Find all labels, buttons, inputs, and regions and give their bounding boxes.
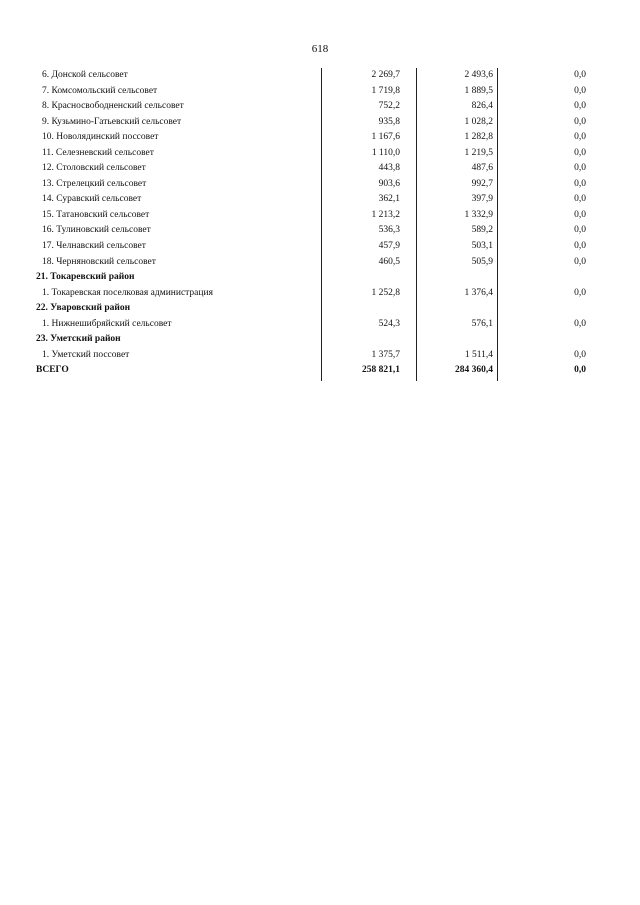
- row-value-v3: 0,0: [574, 147, 586, 158]
- row-value-v2: 284 360,4: [455, 365, 493, 376]
- row-value-v3: 0,0: [574, 225, 586, 236]
- table-row: [36, 68, 588, 84]
- row-name: 17. Челнавский сельсовет: [42, 241, 146, 252]
- row-name: 21. Токаревский район: [36, 272, 135, 283]
- row-value-v3: 0,0: [574, 209, 586, 220]
- row-name: 22. Уваровский район: [36, 303, 131, 314]
- row-name: 11. Селезневский сельсовет: [42, 147, 154, 158]
- row-name: 9. Кузьмино-Гатьевский сельсовет: [42, 116, 182, 127]
- row-value-v1: 457,9: [378, 241, 400, 252]
- table-row: [36, 99, 588, 115]
- table-row: [36, 146, 588, 162]
- budget-table: [36, 68, 588, 379]
- row-value-v1: 536,3: [378, 225, 400, 236]
- row-value-v2: 2 493,6: [464, 70, 493, 80]
- row-value-v2: 1 376,4: [464, 287, 493, 298]
- row-value-v3: 0,0: [574, 349, 586, 360]
- table-section-header: [36, 301, 588, 317]
- row-value-v2: 1 028,2: [464, 116, 493, 127]
- row-value-v1: 935,8: [378, 116, 400, 127]
- table-row: [36, 192, 588, 208]
- row-name: 23. Уметский район: [36, 334, 121, 345]
- page-number: 618: [311, 43, 329, 55]
- row-value-v1: 443,8: [378, 163, 400, 174]
- row-value-v2: 589,2: [471, 225, 493, 236]
- row-value-v2: 992,7: [471, 178, 493, 189]
- table-row: [36, 177, 588, 193]
- row-value-v2: 505,9: [471, 256, 493, 267]
- row-name: 1. Уметский поссовет: [42, 349, 130, 360]
- table-section-header: [36, 332, 588, 348]
- table-row: [36, 223, 588, 239]
- row-value-v1: 903,6: [378, 178, 400, 189]
- row-value-v3: 0,0: [574, 163, 586, 174]
- row-value-v2: 397,9: [471, 194, 493, 205]
- row-value-v1: 1 167,6: [371, 132, 400, 143]
- row-value-v1: 1 719,8: [371, 85, 400, 96]
- row-value-v1: 524,3: [378, 318, 400, 329]
- row-value-v3: 0,0: [574, 70, 586, 80]
- row-value-v1: 460,5: [378, 256, 400, 267]
- row-name: 10. Новолядинский поссовет: [42, 132, 159, 143]
- row-name: 12. Столовский сельсовет: [42, 163, 146, 174]
- row-name: 18. Черняновский сельсовет: [42, 256, 156, 267]
- row-value-v2: 826,4: [471, 101, 493, 112]
- row-value-v1: 2 269,7: [371, 70, 400, 80]
- row-value-v3: 0,0: [574, 101, 586, 112]
- table-row: [36, 84, 588, 100]
- table-row: [36, 317, 588, 333]
- row-value-v1: 362,1: [378, 194, 400, 205]
- row-value-v2: 487,6: [471, 163, 493, 174]
- row-value-v3: 0,0: [574, 194, 586, 205]
- row-value-v2: 1 282,8: [464, 132, 493, 143]
- row-value-v3: 0,0: [574, 287, 586, 298]
- table-row: [36, 130, 588, 146]
- row-value-v1: 1 252,8: [371, 287, 400, 298]
- row-value-v3: 0,0: [574, 85, 586, 96]
- row-value-v3: 0,0: [574, 241, 586, 252]
- row-name: 6. Донской сельсовет: [42, 70, 128, 80]
- row-name: 1. Нижнешибряйский сельсовет: [42, 318, 172, 329]
- row-value-v3: 0,0: [574, 116, 586, 127]
- row-value-v1: 258 821,1: [362, 365, 400, 376]
- row-value-v1: 1 213,2: [371, 209, 400, 220]
- table-row: [36, 255, 588, 271]
- row-name: 14. Суравский сельсовет: [42, 194, 142, 205]
- row-name: ВСЕГО: [36, 365, 69, 376]
- row-name: 15. Татановский сельсовет: [42, 209, 150, 220]
- row-name: 13. Стрелецкий сельсовет: [42, 178, 147, 189]
- row-name: 16. Тулиновский сельсовет: [42, 225, 151, 236]
- row-value-v2: 1 889,5: [464, 85, 493, 96]
- row-value-v1: 752,2: [378, 101, 400, 112]
- row-value-v2: 576,1: [471, 318, 493, 329]
- row-value-v2: 503,1: [471, 241, 493, 252]
- row-value-v3: 0,0: [574, 318, 586, 329]
- row-value-v3: 0,0: [574, 365, 586, 376]
- table-row: [36, 208, 588, 224]
- table-row: [36, 115, 588, 131]
- row-value-v1: 1 110,0: [371, 147, 400, 158]
- row-value-v3: 0,0: [574, 132, 586, 143]
- table-row: [36, 348, 588, 364]
- table-row: [36, 286, 588, 302]
- row-name: 7. Комсомольский сельсовет: [42, 85, 158, 96]
- table-row: [36, 161, 588, 177]
- row-value-v3: 0,0: [574, 178, 586, 189]
- table-total-row: [36, 363, 588, 379]
- row-value-v2: 1 511,4: [464, 349, 493, 360]
- row-value-v2: 1 332,9: [464, 209, 493, 220]
- row-value-v1: 1 375,7: [371, 349, 400, 360]
- table-section-header: [36, 270, 588, 286]
- row-value-v3: 0,0: [574, 256, 586, 267]
- row-value-v2: 1 219,5: [464, 147, 493, 158]
- row-name: 8. Красносвободненский сельсовет: [42, 101, 184, 112]
- table-row: [36, 239, 588, 255]
- row-name: 1. Токаревская поселковая администрация: [42, 287, 213, 298]
